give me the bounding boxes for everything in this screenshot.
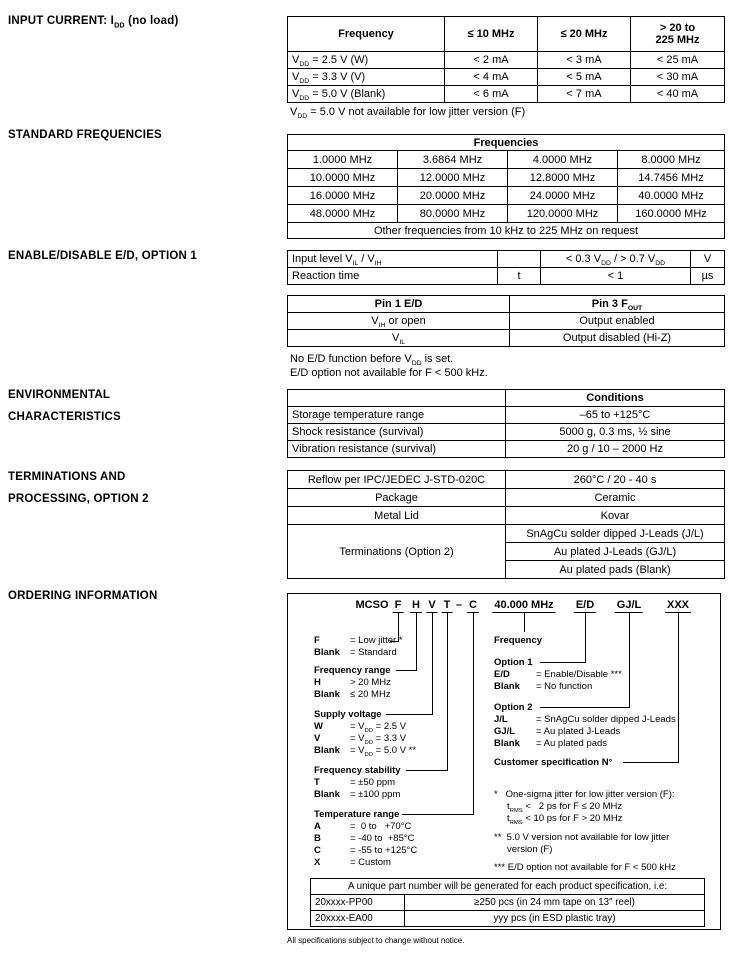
cell: Ceramic [506,489,725,507]
legend-key: GJ/L [494,726,516,737]
table-row [288,17,725,52]
legend-line [494,681,592,692]
cell: $V_{DD} = 5.0$ V (Blank) [288,86,445,103]
table-row [311,895,705,911]
legend-key: F [314,635,320,646]
table-row [288,268,725,285]
cell: 24.0000 MHz [508,187,618,205]
cell: 260°C / 20 - 40 s [506,471,725,489]
table-row [288,441,725,458]
footnote-1c: $t_{RMS} < 10$ ps for F > 20 MHz [507,813,623,826]
col-header: Frequency [288,17,445,52]
legend-value: = -40 to +85°C [350,833,415,844]
legend-value: = Low jitter * [350,635,403,646]
table-row [288,330,725,347]
legend-line [494,738,607,749]
section-label-enable-disable: ENABLE/DISABLE E/D, OPTION 1 [8,250,197,262]
cell: $V_{DD} = 3.3$ V (V) [288,69,445,86]
legend-line [314,677,391,688]
legend-key: J/L [494,714,508,725]
terminations-table [287,470,725,579]
footnote-3: *** E/D option not available for F < 500 kHz [494,862,676,873]
part-code-prefix: MCSO [355,599,389,611]
cell: Terminations (Option 2) [288,525,506,579]
cell [498,251,541,268]
cell: $V_{DD} = 2.5$ V (W) [288,52,445,69]
legend-head-supply: Supply voltage [314,709,382,720]
table-row [288,52,725,69]
cell: 10.0000 MHz [288,169,398,187]
part-code-custspec: XXX [666,599,690,611]
table-row [288,407,725,424]
cell: 20.0000 MHz [398,187,508,205]
cell: t [498,268,541,285]
legend-value: = -55 to +125°C [350,845,418,856]
legend-key: Blank [494,738,520,749]
col-header: > 20 to 225 MHz [631,17,725,52]
cell: < 30 mA [631,69,725,86]
cell: Au plated pads (Blank) [506,561,725,579]
cell: Package [288,489,506,507]
cell: yyy pcs (in ESD plastic tray) [405,911,705,927]
legend-line [314,833,415,844]
legend-line [314,845,417,856]
cell: Shock resistance (survival) [288,424,506,441]
col-header: Pin 1 E/D [288,296,510,313]
legend-line [314,821,411,832]
cell: 40.0000 MHz [618,187,725,205]
legend-key: B [314,833,321,844]
legend-line [314,857,391,868]
table-row [288,489,725,507]
legend-head-frequency: Frequency [494,635,543,646]
table-row [288,390,725,407]
cell: Reflow per IPC/JEDEC J-STD-020C [288,471,506,489]
ed-spec-table [287,250,725,285]
legend-line [314,733,406,744]
legend-value: = $V_{DD} = 5.0$ V ** [350,745,417,758]
legend-value: = $V_{DD} = 3.3$ V [350,733,407,746]
cell: –65 to +125°C [506,407,725,424]
legend-key: A [314,821,321,832]
legend-value: = Custom [350,857,391,868]
cell: 120.0000 MHz [508,205,618,223]
legend-line [314,635,403,646]
table-row [288,135,725,151]
cell: 12.8000 MHz [508,169,618,187]
legend-value: = Au plated J-Leads [536,726,621,737]
table-row [288,86,725,103]
cell: Reaction time [288,268,498,285]
section-label-ordering: ORDERING INFORMATION [8,590,158,602]
part-code-freq-range: H [412,599,420,611]
legend-value: = $V_{DD} = 2.5$ V [350,721,407,734]
legend-key: H [314,677,321,688]
table-row [288,69,725,86]
cell: < 6 mA [445,86,538,103]
legend-key: Blank [494,681,520,692]
table-row [288,424,725,441]
legend-line [494,726,620,737]
legend-head-stability: Frequency stability [314,765,401,776]
part-code-frequency: 40.000 MHz [494,599,554,611]
legend-head-temp: Temperature range [314,809,400,820]
part-code-temp: C [469,599,477,611]
section-label-environmental-1: ENVIRONMENTAL [8,389,111,401]
cell: 48.0000 MHz [288,205,398,223]
cell: 80.0000 MHz [398,205,508,223]
col-header: ≤ 20 MHz [538,17,631,52]
connector-custspec [623,613,679,763]
table-row [288,525,725,543]
part-code-stability: T [443,599,451,611]
legend-value: > 20 MHz [350,677,391,688]
legend-head-freq-range: Frequency range [314,665,391,676]
cell: < 0.3 $V_{DD}$ / > 0.7 $V_{DD}$ [541,251,691,268]
part-code-option2: GJ/L [616,599,642,611]
legend-line [314,789,400,800]
legend-value: = No function [536,681,593,692]
legend-value: = Standard [350,647,397,658]
legend-value: = Au plated pads [536,738,608,749]
table-row [288,296,725,313]
legend-line [314,689,391,700]
table-row [288,471,725,489]
table-row [288,251,725,268]
cell: 20xxxx-PP00 [311,895,405,911]
cell: < 4 mA [445,69,538,86]
cell: 1.0000 MHz [288,151,398,169]
legend-key: E/D [494,669,510,680]
legend-line [314,647,397,658]
part-code-low-jitter: F [394,599,402,611]
cell: 4.0000 MHz [508,151,618,169]
legend-line [314,745,416,756]
legend-key: Blank [314,689,340,700]
section-label-terminations-1: TERMINATIONS AND [8,471,126,483]
footer-note: All specifications subject to change without notice. [287,936,465,945]
legend-key: Blank [314,647,340,658]
cell: 160.0000 MHz [618,205,725,223]
part-code-supply: V [428,599,436,611]
cell: 14.7456 MHz [618,169,725,187]
input-current-table [287,16,725,103]
cell: 12.0000 MHz [398,169,508,187]
cell [288,390,506,407]
legend-line [314,721,406,732]
ed-note-2: E/D option not available for F < 500 kHz. [290,367,488,379]
section-label-input-current: INPUT CURRENT: $I_{DD}$ (no load) [8,15,179,30]
cell: < 3 mA [538,52,631,69]
table-row [311,911,705,927]
legend-key: X [314,857,321,868]
col-header: ≤ 10 MHz [445,17,538,52]
cell: Output disabled (Hi-Z) [510,330,725,347]
legend-value: = 0 to +70°C [350,821,412,832]
legend-line [314,777,395,788]
cell: Metal Lid [288,507,506,525]
cell: 3.6864 MHz [398,151,508,169]
legend-key: C [314,845,321,856]
cell: 8.0000 MHz [618,151,725,169]
footnote-1b: $t_{RMS} < 2$ ps for F ≤ 20 MHz [507,801,623,814]
section-label-standard-frequencies: STANDARD FREQUENCIES [8,129,162,141]
cell: $V_{IH}$ or open [288,313,510,330]
cell: Storage temperature range [288,407,506,424]
legend-line [494,669,622,680]
cell: A unique part number will be generated for each product specification, i.e: [311,879,705,895]
table-row [288,223,725,239]
cell: Kovar [506,507,725,525]
legend-key: Blank [314,789,340,800]
table-title: Frequencies [288,135,725,151]
table-row [288,151,725,169]
cell: 16.0000 MHz [288,187,398,205]
cell: Other frequencies from 10 kHz to 225 MHz on request [288,223,725,239]
legend-line [494,714,676,725]
table-row [288,187,725,205]
legend-value: = ±100 ppm [350,789,401,800]
legend-value: = Enable/Disable *** [536,669,622,680]
cell: < 25 mA [631,52,725,69]
table-row [288,169,725,187]
part-code-dash: – [455,599,463,611]
connector-option2 [540,613,630,708]
cell: µs [691,268,725,285]
legend-key: T [314,777,320,788]
legend-head-option2: Option 2 [494,702,533,713]
section-label-environmental-2: CHARACTERISTICS [8,411,121,423]
cell: < 2 mA [445,52,538,69]
part-number-table [310,878,705,927]
col-header: Conditions [506,390,725,407]
environmental-table [287,389,725,458]
cell: 20xxxx-EA00 [311,911,405,927]
standard-frequencies-table [287,134,725,239]
cell: Output enabled [510,313,725,330]
table-row [288,205,725,223]
cell: Au plated J-Leads (GJ/L) [506,543,725,561]
ed-pin-table [287,295,725,347]
legend-key: V [314,733,321,744]
vdd-note: $V_{DD} = 5.0$ V not available for low jitter version (F) [290,106,526,121]
cell: < 7 mA [538,86,631,103]
legend-value: = SnAgCu solder dipped J-Leads [536,714,676,725]
cell: V [691,251,725,268]
legend-key: Blank [314,745,340,756]
cell: SnAgCu solder dipped J-Leads (J/L) [506,525,725,543]
cell: < 40 mA [631,86,725,103]
cell: ≥250 pcs (in 24 mm tape on 13" reel) [405,895,705,911]
table-row [288,313,725,330]
part-code-option1: E/D [575,599,595,611]
legend-key: W [314,721,323,732]
cell: 20 g / 10 – 2000 Hz [506,441,725,458]
connector-temp [402,613,474,815]
cell: $V_{IL}$ [288,330,510,347]
cell: Vibration resistance (survival) [288,441,506,458]
footnote-1: * One-sigma jitter for low jitter version (F): [494,789,675,800]
cell: Input level $V_{IL} / V_{IH}$ [288,251,498,268]
table-row [311,879,705,895]
ed-note-1: No E/D function before $V_{DD}$ is set. [290,353,454,368]
cell: < 5 mA [538,69,631,86]
col-header: Pin 3 $F_{OUT}$ [510,296,725,313]
footnote-2: ** 5.0 V version not available for low jitter [494,832,670,843]
section-label-terminations-2: PROCESSING, OPTION 2 [8,493,149,505]
legend-value: ≤ 20 MHz [350,689,391,700]
table-row [288,507,725,525]
footnote-2b: version (F) [507,844,553,855]
legend-head-option1: Option 1 [494,657,533,668]
ordering-box [287,593,721,930]
legend-value: = ±50 ppm [350,777,396,788]
legend-head-custspec: Customer specification N° [494,757,613,768]
cell: 5000 g, 0.3 ms, ½ sine [506,424,725,441]
connector-frequency [524,613,526,632]
cell: < 1 [541,268,691,285]
